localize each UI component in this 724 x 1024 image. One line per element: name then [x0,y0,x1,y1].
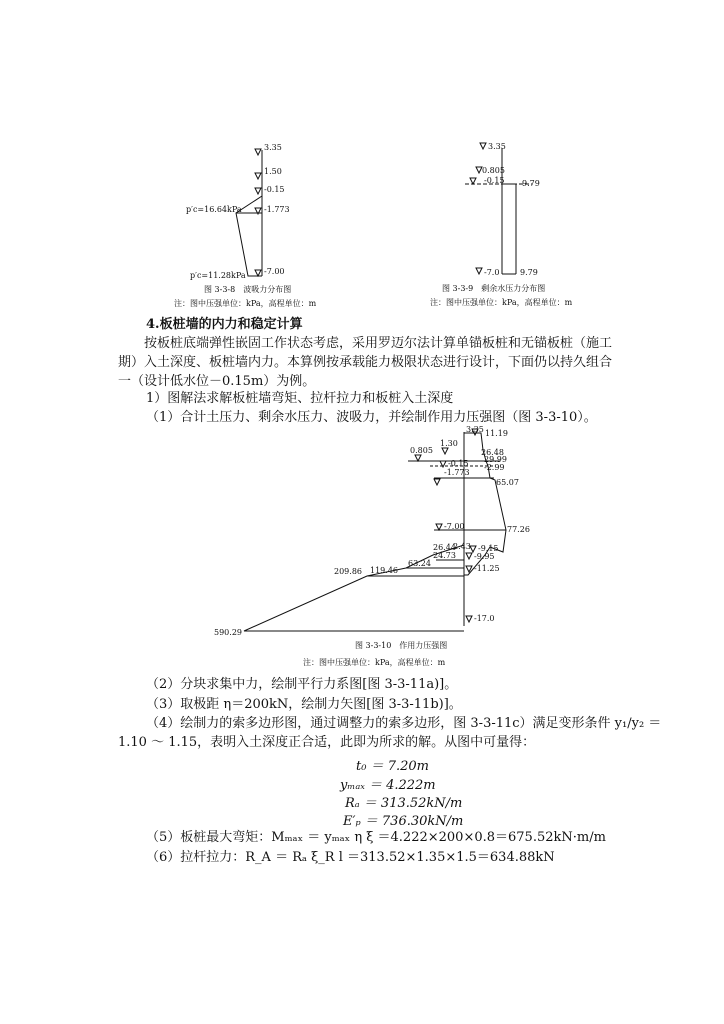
equation-t0: t₀ ＝ 7.20m [356,759,429,774]
fig338-level: -1.773 [264,205,290,214]
level-marker-icon [466,553,472,559]
fig3310-level: -0.15 [448,459,469,468]
level-marker-icon [415,455,421,461]
step-3: （3）取极距 η＝200kN，绘制力矢图[图 3-3-11b)]。 [146,697,462,712]
fig338-level: 3.35 [264,143,282,152]
fig3310-level: -11.25 [474,564,500,573]
level-marker-icon [434,479,440,485]
subheading-graphical-method: 1）图解法求解板桩墙弯矩、拉杆拉力和板桩入土深度 [146,391,454,406]
fig338-level: 1.50 [264,167,282,176]
step-1: （1）合计土压力、剩余水压力、波吸力，并绘制作用力压强图（图 3-3-10）。 [146,410,597,425]
fig3310-level: 1.30 [440,439,458,448]
fig338-pressure-top: p′c=16.64kPa [186,205,242,214]
fig3310-value: 77.26 [507,525,530,534]
fig338-level: -7.00 [264,267,285,276]
fig338-note: 注：图中压强单位：kPa，高程单位：m [174,299,317,308]
fig339-value: 9.79 [520,268,538,277]
fig3310-value: 2.43 [453,542,471,551]
fig3310-value: 65.07 [496,478,519,487]
fig3310-value: -2.99 [484,463,505,472]
step-4: （4）绘制力的索多边形图，通过调整力的索多边形，图 3-3-11c）满足变形条件 y₁/y₂ ＝ [146,716,662,731]
step-5: （5）板桩最大弯矩：Mₘₐₓ ＝ yₘₐₓ η ξ ＝4.222×200×0.8＝675.52kN·m/m [146,830,606,845]
fig339-level: -7.0 [484,268,500,277]
fig3310-value: 29.99 [484,455,507,464]
fig3310-value: 63.24 [408,559,431,568]
fig3310-value: 119.46 [370,566,398,575]
fig339-caption: 图 3-3-9 剩余水压力分布图 [442,284,546,293]
fig338-pressure-bottom: p′c=11.28kPa [190,271,246,280]
fig3310-left-outline [244,545,464,631]
fig3310-note: 注：图中压强单位：kPa，高程单位：m [303,658,446,667]
fig3310-value: 590.29 [214,628,242,637]
fig3310-level: -9.95 [474,552,495,561]
fig3310-caption: 图 3-3-10 作用力压强图 [355,641,448,650]
fig3310-level: 0.805 [410,446,433,455]
fig3310-value: 24.73 [433,551,456,560]
step-4-continued: 1.10 ～ 1.15，表明入土深度正合适，此即为所求的解。从图中可量得： [118,735,536,750]
fig3310-value: 26.48 [481,448,504,457]
step-6: （6）拉杆拉力：R_A ＝ Rₐ ξ_R l ＝313.52×1.35×1.5＝634.88kN [146,850,555,865]
fig339-level: -0.15 [484,176,505,185]
fig3310-level: 3.35 [466,425,484,434]
level-marker-icon [436,524,442,530]
level-marker-icon [442,448,448,454]
section-paragraph: 按板桩底端弹性嵌固工作状态考虑，采用罗迈尔法计算单锚板桩和无锚板桩（施工期）入土深度、板桩墙内力。本算例按承载能力极限状态进行设计，下面仍以持久组合一（设计低水位－0.15m）为例。 [118,336,613,389]
equation-ymax: yₘₐₓ ＝ 4.222m [340,778,436,793]
fig338-caption: 图 3-3-8 波吸力分布图 [204,285,292,294]
fig339-note: 注：图中压强单位：kPa，高程单位：m [430,298,573,307]
fig338-level: -0.15 [264,185,285,194]
step-2: （2）分块求集中力，绘制平行力系图[图 3-3-11a)]。 [146,677,458,692]
fig339-level: 0.805 [482,166,505,175]
fig339-value: 9.79 [522,179,540,188]
fig3310-value: 11.19 [485,429,508,438]
equation-Ep: E′ₚ ＝ 736.30kN/m [343,814,464,829]
section-heading: 4.板桩墙的内力和稳定计算 [146,317,303,332]
fig3310-level: -7.00 [444,522,465,531]
fig3310-level: -1.773 [444,468,470,477]
level-marker-icon [466,616,472,622]
fig3310-level: -17.0 [474,614,495,623]
fig3310-level: -9.15 [478,544,499,553]
fig3310-value: 26.44 [433,543,456,552]
fig3310-value: 209.86 [334,567,362,576]
fig339-level: 3.35 [488,142,506,151]
equation-Ra: Rₐ ＝ 313.52kN/m [345,796,463,811]
